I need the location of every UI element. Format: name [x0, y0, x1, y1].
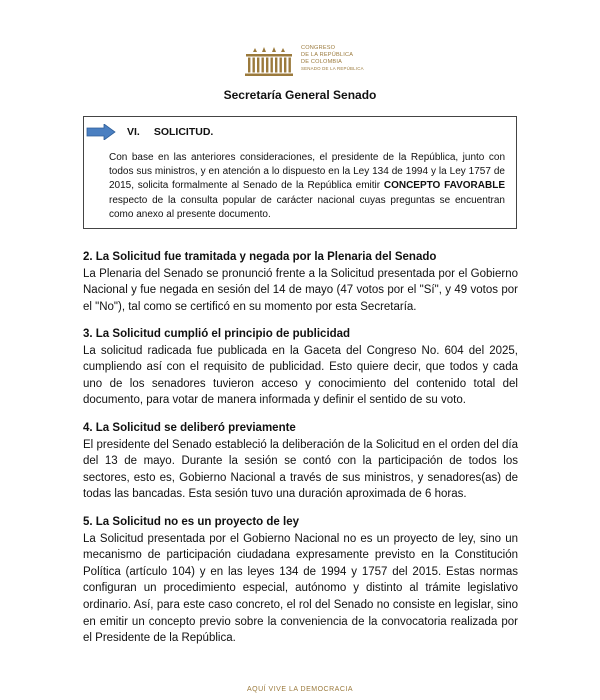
- section-body: La solicitud radicada fue publicada en la Gaceta del Congreso No. 604 del 2025, cumpliendo así con el requisito de publicidad. Esto quiere decir, que todos y cada uno de los senadores tuvieron acceso y conocimiento del contenido total del documento, para votar de manera informada y definir el sentido de su voto.: [83, 344, 518, 407]
- page-header: [0, 44, 600, 84]
- arrow-right-icon: [86, 124, 116, 140]
- quote-text: [109, 151, 505, 222]
- quote-heading: [127, 126, 213, 138]
- section-title: 4. La Solicitud se deliberó previamente: [83, 422, 296, 434]
- logo-text: [301, 45, 411, 72]
- section-2: [83, 249, 518, 315]
- page-title: Secretaría General Senado: [223, 88, 377, 102]
- section-title: 3. La Solicitud cumplió el principio de publicidad: [83, 328, 351, 340]
- footer-slogan: AQUÍ VIVE LA DEMOCRACIA: [246, 686, 354, 693]
- logo-line-3: DE COLOMBIA: [301, 59, 343, 65]
- quote-heading-number: VI.: [127, 126, 140, 138]
- section-4: [83, 420, 518, 503]
- section-3: [83, 326, 518, 409]
- logo-line-4: SENADO DE LA REPÚBLICA: [301, 66, 364, 71]
- quote-text-after: respecto de la consulta popular de carácter nacional cuyas preguntas se encuentran como anexo al presente documento.: [109, 194, 505, 220]
- quote-text-before: Con base en las anteriores consideraciones, el presidente de la República, junto con todos sus ministros, y en atención a lo dispuesto en la Ley 134 de 1994 y la Ley 1757 de 2015, solicita formalmente al Senado de la República emitir: [109, 152, 505, 192]
- section-title: 2. La Solicitud fue tramitada y negada por la Plenaria del Senado: [83, 251, 437, 263]
- section-5: [83, 514, 518, 647]
- logo-line-1: CONGRESO: [301, 45, 336, 51]
- quote-text-bold: CONCEPTO FAVORABLE: [383, 180, 505, 192]
- section-title: 5. La Solicitud no es un proyecto de ley: [83, 516, 299, 528]
- section-body: La Plenaria del Senado se pronunció frente a la Solicitud presentada por el Gobierno Nacional y fue negada en sesión del 14 de mayo (47 votos por el "Sí", y 49 votos por el "No"), tal como se certificó en su momento por esta Secretaría.: [83, 267, 518, 313]
- section-body: La Solicitud presentada por el Gobierno Nacional no es un proyecto de ley, sino un mecanismo de participación ciudadana expresamente previsto en la Constitución Política (artículo 104) y en las leyes 134 de 1994 y 1757 del 2015. Estas normas configuran un procedimiento especial, autónomo y distinto al trámite legislativo ordinario. Así, para este caso concreto, el rol del Senado no consiste en legislar, sino en emitir un concepto previo sobre la conveniencia de la convocatoria realizada por el Presidente de la República.: [83, 532, 518, 645]
- logo-line-2: DE LA REPÚBLICA: [301, 52, 354, 58]
- section-body: El presidente del Senado estableció la deliberación de la Solicitud en el orden del día del 13 de mayo. Durante la sesión se contó con la participación de todos los sectores, esto es, Gobierno Nacional a través de sus ministros, y senadores(as) de todas las bancadas. Esta sesión tuvo una duración aproximada de 6 horas.: [83, 438, 518, 501]
- quote-heading-text: SOLICITUD.: [153, 126, 214, 138]
- congress-building-logo-icon: [244, 44, 294, 80]
